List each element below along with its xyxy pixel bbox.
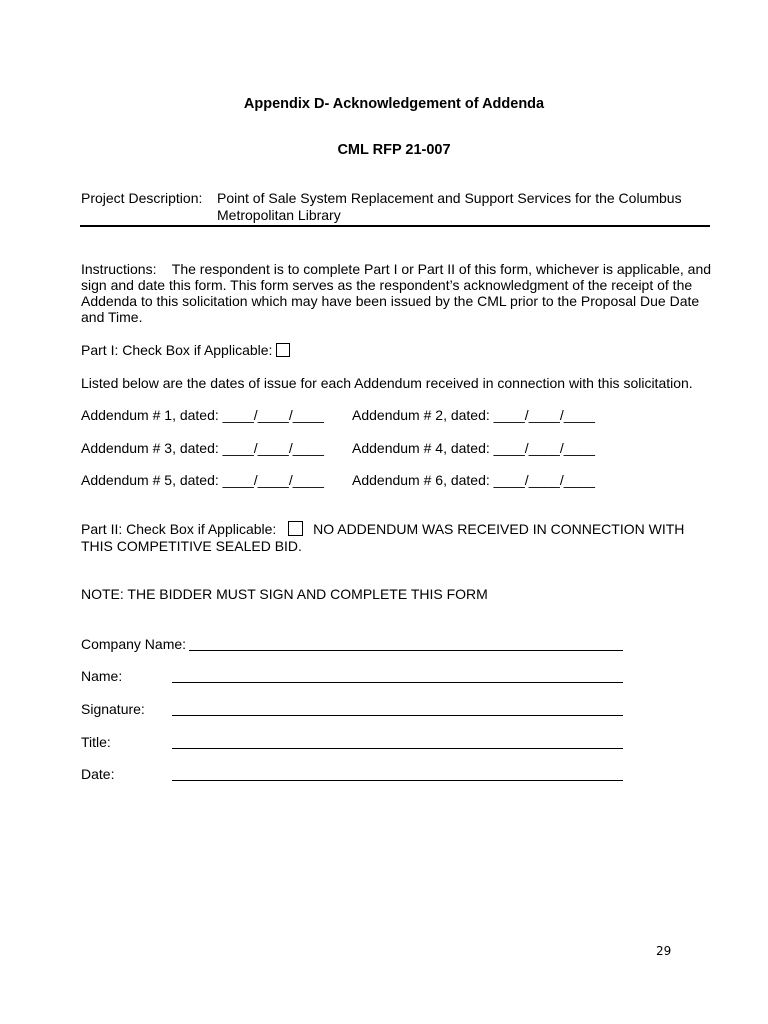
listed-below-text: Listed below are the dates of issue for each Addendum received in connection with this solicitation.	[81, 375, 693, 391]
instructions-line-3: Addenda to this solicitation which may have been issued by the CML prior to the Proposal Due Date	[81, 293, 700, 309]
signature-field[interactable]	[172, 715, 623, 716]
addendum-4: Addendum # 4, dated: ____/____/____	[352, 440, 595, 456]
addendum-2: Addendum # 2, dated: ____/____/____	[352, 407, 595, 423]
company-name-field[interactable]	[189, 650, 623, 651]
addendum-6: Addendum # 6, dated: ____/____/____	[352, 472, 595, 488]
date-field[interactable]	[172, 780, 623, 781]
addendum-1: Addendum # 1, dated: ____/____/____	[81, 407, 324, 423]
part1-label: Part I: Check Box if Applicable:	[81, 342, 273, 358]
part1-row	[81, 342, 290, 359]
date-label: Date:	[81, 766, 115, 782]
title-label: Title:	[81, 734, 111, 750]
addendum-3: Addendum # 3, dated: ____/____/____	[81, 440, 324, 456]
addendum-5: Addendum # 5, dated: ____/____/____	[81, 472, 324, 488]
section-divider	[80, 225, 710, 227]
part2-text-line-2: THIS COMPETITIVE SEALED BID.	[81, 538, 302, 554]
instructions-line-1: Instructions: The respondent is to complete Part I or Part II of this form, whichever is applicable, and	[81, 261, 712, 277]
part1-checkbox[interactable]	[276, 343, 290, 357]
instructions-line-2: sign and date this form. This form serves as the respondent’s acknowledgment of the receipt of the	[81, 277, 693, 293]
rfp-number: CML RFP 21-007	[337, 142, 451, 158]
part2-row	[81, 521, 684, 538]
name-field[interactable]	[172, 682, 623, 683]
name-label: Name:	[81, 668, 123, 684]
company-name-label: Company Name:	[81, 636, 187, 652]
title-field[interactable]	[172, 748, 623, 749]
part2-checkbox[interactable]	[288, 521, 303, 536]
project-description-label: Project Description:	[81, 190, 203, 206]
signature-label: Signature:	[81, 701, 145, 717]
part2-text-line-1: NO ADDENDUM WAS RECEIVED IN CONNECTION WITH	[313, 521, 685, 537]
instructions-line-4: and Time.	[81, 309, 143, 325]
project-description-line-2: Metropolitan Library	[217, 207, 341, 223]
page-number: 29	[656, 944, 672, 958]
project-description-line-1: Point of Sale System Replacement and Support Services for the Columbus	[217, 190, 682, 206]
part2-label: Part II: Check Box if Applicable:	[81, 521, 277, 537]
document-title: Appendix D- Acknowledgement of Addenda	[243, 96, 545, 112]
signature-note: NOTE: THE BIDDER MUST SIGN AND COMPLETE THIS FORM	[81, 586, 488, 602]
